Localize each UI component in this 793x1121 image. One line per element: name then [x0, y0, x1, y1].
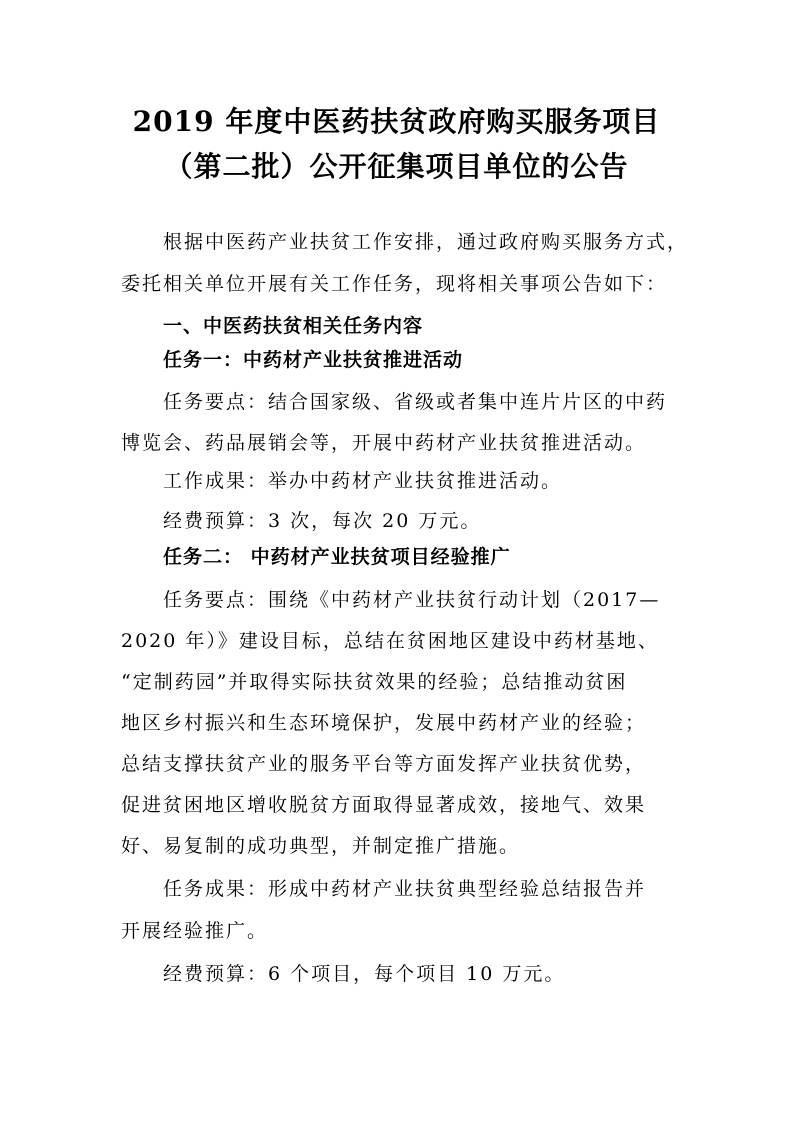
task-2-points-line-2: 2020 年）》建设目标，总结在贫困地区建设中药材基地、 [121, 630, 659, 652]
task-2-result-line-2: 开展经验推广。 [121, 920, 269, 942]
document-title-line-1: 2019 年度中医药扶贫政府购买服务项目 [132, 105, 661, 138]
task-2-heading: 任务二： 中药材产业扶贫项目经验推广 [163, 546, 511, 568]
task-2-points-line-4: 地区乡村振兴和生态环境保护，发展中药材产业的经验； [121, 712, 647, 734]
task-2-points-line-3: “定制药园”并取得实际扶贫效果的经验；总结推动贫困 [121, 671, 628, 693]
task-2-budget: 经费预算：6 个项目，每个项目 10 万元。 [163, 963, 566, 985]
task-2-result-line-1: 任务成果：形成中药材产业扶贫典型经验总结报告并 [163, 878, 647, 900]
task-1-points-line-1: 任务要点：结合国家级、省级或者集中连片片区的中药 [163, 391, 668, 413]
intro-line-1: 根据中医药产业扶贫工作安排，通过政府购买服务方式， [163, 231, 689, 253]
task-2-points-line-1: 任务要点：围绕《中药材产业扶贫行动计划（2017— [163, 589, 661, 611]
task-2-points-line-5: 总结支撑扶贫产业的服务平台等方面发挥产业扶贫优势， [121, 753, 647, 775]
task-1-result: 工作成果：举办中药材产业扶贫推进活动。 [163, 470, 563, 492]
task-1-budget: 经费预算：3 次，每次 20 万元。 [163, 510, 482, 532]
document-title-line-2: （第二批）公开征集项目单位的公告 [164, 150, 629, 183]
task-1-heading: 任务一：中药材产业扶贫推进活动 [163, 349, 464, 371]
section-1-heading: 一、中医药扶贫相关任务内容 [163, 315, 424, 337]
task-2-points-line-6: 促进贫困地区增收脱贫方面取得显著成效，接地气、效果 [121, 794, 647, 816]
task-2-points-line-7: 好、易复制的成功典型，并制定推广措施。 [121, 835, 521, 857]
task-1-points-line-2: 博览会、药品展销会等，开展中药材产业扶贫推进活动。 [121, 432, 647, 454]
intro-line-2: 委托相关单位开展有关工作任务，现将相关事项公告如下： [121, 273, 668, 295]
